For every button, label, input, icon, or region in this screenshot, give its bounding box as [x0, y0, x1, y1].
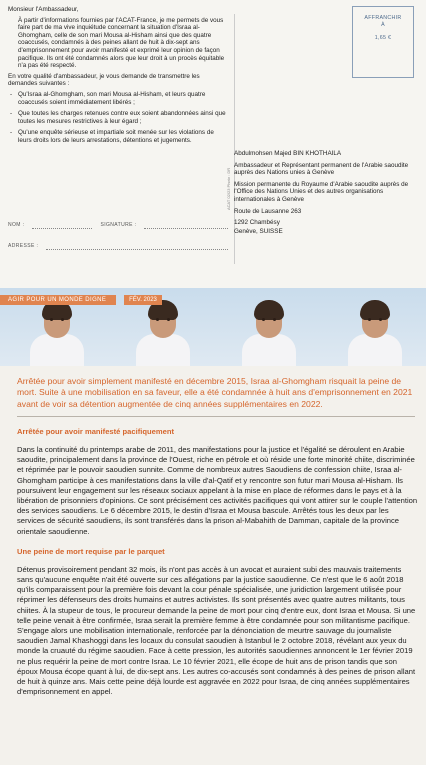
nom-field[interactable]	[32, 222, 92, 229]
article	[8, 368, 418, 765]
article-paragraph: Détenus provisoirement pendant 32 mois, ils n'ont pas accès à un avocat et auraient subi des mauvais traitements sans qu'aucune enquête n'ait été ouverte sur ces allégations par la justice saoudienne. Ce n'est que le 6 août 2018 qu'ils comparaissent pour la première fois devant la cour pénale spécialisée, une juridiction largement utilisée pour réprimer les défenseurs des droits humains et autres activistes. Ils sont présentés avec quatre autres militants, tous chiites. À la stupeur de tous, le procureur demande la peine de mort pour cinq d'entre eux, dont Israa et Mousa. Si une telle peine venait à être confirmée, Israa serait la première femme à être condamnée pour son militantisme pacifique. S'engage alors une mobilisation internationale, renforcée par la dénonciation de meurtre sauvage du journaliste saoudien Jamal Khashoggi dans les locaux du consulat saoudien à Istanbul le 2 octobre 2018, révélant aux yeux du monde la cruauté du régime saoudien. Face à cette pression, les autorités saoudiennes annoncent le 1er février 2019 ne plus requérir la peine de mort contre Israa. Le 10 février 2021, elle écope de huit ans de prison tandis que son époux Mousa écope quant à lui, de dix-sept ans. Les autres co-accusés sont condamnés à des peines de prison allant de huit à quinze ans. Mais cette peine déjà lourde est aggravée en 2022 pour Israa, de cinq années supplémentaires d'emprisonnement en appel.	[17, 564, 416, 697]
recipient-name: Abdulmohsen Majed BIN KHOTHAILA	[234, 150, 342, 157]
letter-request: En votre qualité d'ambassadeur, je vous demande de transmettre les demandes suivantes :	[8, 72, 200, 88]
banner-tag: AGIR POUR UN MONDE DIGNE	[0, 295, 116, 305]
recipient-title: Ambassadeur et Représentant permanent de l'Arabie saoudite auprès des Nations unies à Genève	[234, 161, 409, 177]
portrait-photo	[318, 288, 426, 366]
appeal-letter	[8, 6, 228, 149]
stamp-line2: À	[381, 22, 385, 28]
postcard	[0, 0, 426, 288]
banner-date: FÉV. 2023	[124, 295, 162, 305]
nom-label: NOM :	[8, 222, 25, 228]
demand-list	[8, 91, 228, 145]
adresse-field[interactable]	[46, 243, 228, 250]
letter-intro: À partir d'informations fournies par l'ACAT-France, je me permets de vous faire part de ma vive inquiétude concernant la situation d'Israa al-Ghomgham, celle de son mari Mousa al-Hisham ainsi que des quatre coaccusés, condamnés à des peines allant de huit à dix-sept ans d'emprisonnement pour avoir manifesté et exprimé leur opinion de façon pacifique. Ils ont été condamnés alors que leur droit à un procès équitable n'a pas été respecté.	[18, 16, 225, 70]
recipient-street: Route de Lausanne 263	[234, 207, 302, 215]
recipient-mission: Mission permanente du Royaume d'Arabie saoudite auprès de l'Office des Nations Unies et des autres organisations internationales à Genève	[234, 180, 409, 203]
stamp-line1: AFFRANCHIR	[364, 15, 402, 21]
letter-greeting: Monsieur l'Ambassadeur,	[8, 6, 79, 13]
demand-item: - Qu'une enquête sérieuse et impartiale soit menée sur les violations de leurs droits lors de leurs arrestations, détentions et jugements.	[8, 129, 228, 144]
recipient-city: Genève, SUISSE	[234, 227, 283, 235]
photo-banner	[0, 288, 426, 366]
demand-item: - Qu'Israa al-Ghomgham, son mari Mousa al-Hisham, et leurs quatre coaccusés soient immédiatement libérés ;	[8, 91, 228, 106]
article-lead: Arrêtée pour avoir simplement manifesté en décembre 2015, Israa al-Ghomgham risquait la peine de mort. Suite à une mobilisation en sa faveur, elle a été condamnée à huit ans d'emprisonnement en 2021 avant de voir sa détention augmentée de cinq années supplémentaires en 2022.	[17, 376, 413, 409]
portrait-photo	[212, 288, 318, 366]
section-title: Une peine de mort requise par le parquet	[17, 546, 165, 556]
stamp-box	[352, 6, 414, 78]
section-title: Arrêtée pour avoir manifesté pacifiquement	[17, 426, 174, 436]
recipient-address	[234, 150, 416, 236]
signature-field[interactable]	[144, 222, 228, 229]
recipient-zip: 1292 Chambésy	[234, 219, 280, 227]
adresse-label: ADRESSE :	[8, 243, 39, 249]
article-paragraph: Dans la continuité du printemps arabe de 2011, des manifestations pour la justice et l'égalité se déroulent en Arabie saoudite, principalement dans la province de l'Ouest, riche en pétrole et où réside une forte minorité chiite, discriminée et réprimée par le pouvoir saoudien sunnite. Comme de nombreux autres Saoudiens de confession chiite, Israa al-Ghomgham participe à ces manifestations dans la ville d'al-Qatif et y rencontre son futur mari Mousa al-Hisham. Ils poursuivent leur engagement sur les réseaux sociaux appelant à la mise en place de réformes dans le pays et à la libération de prisonniers d'opinions. Ce sont précisément ces activités pacifiques qui vont attirer sur le couple l'attention des services saoudiens. Le 6 décembre 2015, le destin d'Israa et Mousa bascule. Arrêtés tous les deux par les services de sécurité saoudiens, ils sont transférés dans la prison al-Mabahith de Damman, capitale de la province orientale saoudienne.	[17, 444, 418, 536]
stamp-price: 1,65 €	[374, 35, 392, 41]
photo-credit: ACAT 02/23 Photo : DR	[226, 167, 231, 210]
sender-form	[8, 222, 228, 264]
section-divider	[17, 416, 415, 417]
signature-label: SIGNATURE :	[100, 222, 137, 228]
demand-item: - Que toutes les charges retenues contre eux soient abandonnées ainsi que toutes les mesures restrictives à leur égard ;	[8, 110, 228, 125]
